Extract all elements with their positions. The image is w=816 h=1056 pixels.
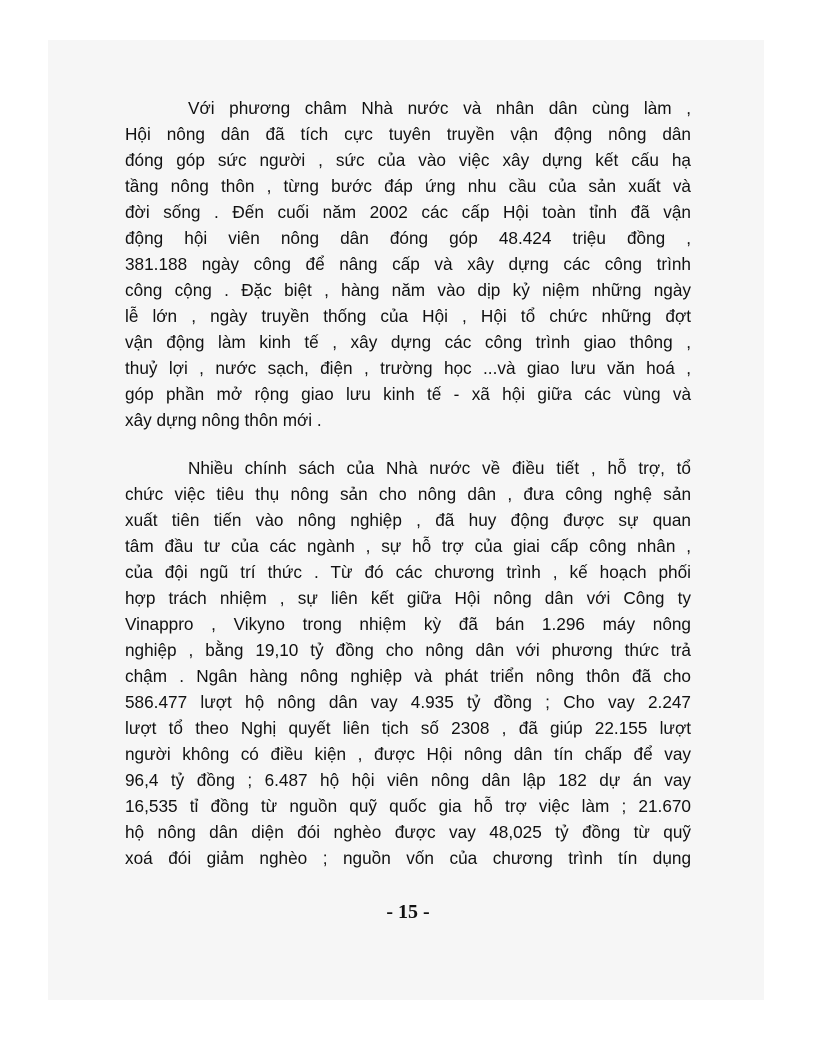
paragraph-1-line: Hội nông dân đã tích cực tuyên truyền vận động nông dân (125, 124, 691, 144)
paragraph-2-line: chức việc tiêu thụ nông sản cho nông dân , đưa công nghệ sản (125, 484, 691, 504)
paragraph-2-line: xoá đói giảm nghèo ; nguồn vốn của chương trình tín dụng (125, 848, 691, 868)
paragraph-1-line: góp phần mở rộng giao lưu kinh tế - xã hội giữa các vùng và (125, 384, 691, 404)
paragraph-2-line: của đội ngũ trí thức . Từ đó các chương trình , kế hoạch phối (125, 562, 691, 582)
paragraph-1-line: động hội viên nông dân đóng góp 48.424 triệu đồng , (125, 228, 691, 248)
paragraph-2-line: người không có điều kiện , được Hội nông dân tín chấp để vay (125, 744, 691, 764)
paragraph-2-line: 586.477 lượt hộ nông dân vay 4.935 tỷ đồng ; Cho vay 2.247 (125, 692, 691, 712)
paragraph-1-line: xây dựng nông thôn mới . (125, 410, 322, 430)
paragraph-2-line: xuất tiên tiến vào nông nghiệp , đã huy động được sự quan (125, 510, 691, 530)
paragraph-2-line: Nhiều chính sách của Nhà nước về điều tiết , hỗ trợ, tổ (188, 458, 691, 478)
paragraph-1-line: 381.188 ngày công để nâng cấp và xây dựng các công trình (125, 254, 691, 274)
paragraph-2-line: 16,535 tỉ đồng từ nguồn quỹ quốc gia hỗ trợ việc làm ; 21.670 (125, 796, 691, 816)
paragraph-2-line: chậm . Ngân hàng nông nghiệp và phát triển nông thôn đã cho (125, 666, 691, 686)
paragraph-2-line: hợp trách nhiệm , sự liên kết giữa Hội nông dân với Công ty (125, 588, 691, 608)
paragraph-2-line: 96,4 tỷ đồng ; 6.487 hộ hội viên nông dân lập 182 dự án vay (125, 770, 691, 790)
paragraph-2-line: nghiệp , bằng 19,10 tỷ đồng cho nông dân với phương thức trả (125, 640, 691, 660)
paragraph-1-line: công cộng . Đặc biệt , hàng năm vào dịp kỷ niệm những ngày (125, 280, 691, 300)
paragraph-1-line: đóng góp sức người , sức của vào việc xây dựng kết cấu hạ (125, 150, 691, 170)
page-number: - 15 - (386, 901, 430, 923)
paragraph-2-line: Vinappro , Vikyno trong nhiệm kỳ đã bán 1.296 máy nông (125, 614, 691, 634)
paragraph-2-line: tâm đầu tư của các ngành , sự hỗ trợ của giai cấp công nhân , (125, 536, 691, 556)
paragraph-2-line: hộ nông dân diện đói nghèo được vay 48,025 tỷ đồng từ quỹ (125, 822, 691, 842)
paragraph-1-line: tầng nông thôn , từng bước đáp ứng nhu cầu của sản xuất và (125, 176, 691, 196)
paragraph-1-line: Với phương châm Nhà nước và nhân dân cùng làm , (188, 98, 691, 118)
paragraph-1-line: vận động làm kinh tế , xây dựng các công trình giao thông , (125, 332, 691, 352)
paragraph-1-line: đời sống . Đến cuối năm 2002 các cấp Hội toàn tỉnh đã vận (125, 202, 691, 222)
paragraph-2-line: lượt tổ theo Nghị quyết liên tịch số 2308 , đã giúp 22.155 lượt (125, 718, 691, 738)
paragraph-1-line: thuỷ lợi , nước sạch, điện , trường học ...và giao lưu văn hoá , (125, 358, 691, 378)
paragraph-1-line: lễ lớn , ngày truyền thống của Hội , Hội tổ chức những đợt (125, 306, 691, 326)
